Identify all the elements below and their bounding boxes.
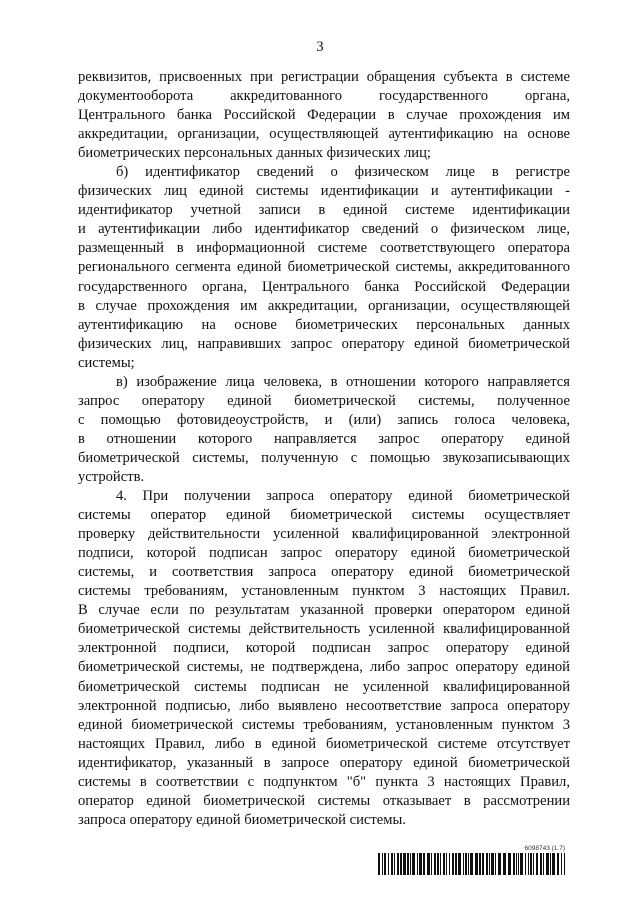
- text-line: устройств.: [78, 468, 145, 485]
- document-body: [78, 68, 570, 830]
- text-line: аутентификацию на основе биометрических персональных данных: [78, 316, 570, 333]
- text-line: в случае прохождения им аккредитации, организации, осуществляющей: [78, 297, 570, 314]
- text-line: аккредитации, организации, осуществляющей аутентификацию на основе: [78, 126, 570, 143]
- text-line: Центрального банка Российской Федерации в случае прохождения им: [78, 107, 570, 124]
- text-line: проверку действительности усиленной квалифицированной электронной: [78, 526, 570, 543]
- text-line: 4. При получении запроса оператору единой биометрической: [116, 488, 570, 505]
- text-line: биометрической системы, полученную с помощью звукозаписывающих: [78, 449, 570, 466]
- text-line: запрос оператору единой биометрической системы, полученное: [78, 392, 570, 409]
- text-line: настоящих Правил, либо в единой биометрической системе отсутствует: [78, 735, 570, 752]
- text-line: размещенный в информационной системе соответствующего оператора: [78, 240, 570, 257]
- text-line: реквизитов, присвоенных при регистрации обращения субъекта в системе: [78, 69, 570, 85]
- text-line: физических лиц единой системы идентификации и аутентификации -: [78, 183, 570, 200]
- text-line: системы оператор единой биометрической системы осуществляет: [78, 507, 570, 524]
- text-line: биометрической системы, не подтверждена, либо запрос оператору единой: [78, 659, 570, 676]
- text-line: В случае если по результатам указанной проверки оператором единой: [78, 602, 570, 619]
- text-line: государственного органа, Центрального банка Российской Федерации: [78, 278, 570, 295]
- text-line: в) изображение лица человека, в отношении которого направляется: [116, 373, 570, 390]
- text-line: с помощью фотовидеоустройств, и (или) запись голоса человека,: [78, 411, 570, 428]
- page-number: 3: [316, 39, 324, 55]
- barcode-icon: [378, 853, 565, 875]
- text-line: в отношении которого направляется запрос оператору единой: [78, 430, 570, 447]
- text-line: системы требованиям, установленным пунктом 3 настоящих Правил.: [78, 583, 570, 600]
- text-line: б) идентификатор сведений о физическом лице в регистре: [116, 164, 570, 181]
- text-line: идентификатор, указанный в запросе оператору единой биометрической: [78, 754, 570, 771]
- text-line: системы;: [78, 354, 135, 371]
- text-line: системы в соответствии с подпунктом "б" пункта 3 настоящих Правил,: [78, 773, 570, 790]
- text-line: биометрической системы действительность усиленной квалифицированной: [78, 621, 570, 638]
- text-line: системы, и соответствия запроса оператору единой биометрической: [78, 564, 570, 581]
- text-line: оператор единой биометрической системы отказывает в рассмотрении: [78, 792, 570, 809]
- text-line: электронной подписи, которой подписан запрос оператору единой: [78, 640, 570, 657]
- text-line: подписи, которой подписан запрос оператору единой биометрической: [78, 545, 570, 562]
- text-line: регионального сегмента единой биометрической системы, аккредитованного: [78, 259, 570, 276]
- text-line: запроса оператору единой биометрической системы.: [78, 811, 406, 828]
- text-line: электронной подписью, либо выявлено несоответствие запроса оператору: [78, 697, 570, 714]
- text-line: идентификатор учетной записи в единой системе идентификации: [78, 202, 570, 219]
- document-serial-number: 6098743 (1.7): [524, 845, 565, 852]
- text-line: физических лиц, направивших запрос оператору единой биометрической: [78, 335, 570, 352]
- text-line: документооборота аккредитованного государственного органа,: [78, 88, 570, 105]
- text-line: единой биометрической системы требованиям, установленным пунктом 3: [78, 716, 570, 733]
- text-line: биометрических персональных данных физических лиц;: [78, 145, 431, 162]
- text-line: биометрической системы подписан не усиленной квалифицированной: [78, 678, 570, 695]
- text-line: и аутентификации либо идентификатор сведений о физическом лице,: [78, 221, 570, 238]
